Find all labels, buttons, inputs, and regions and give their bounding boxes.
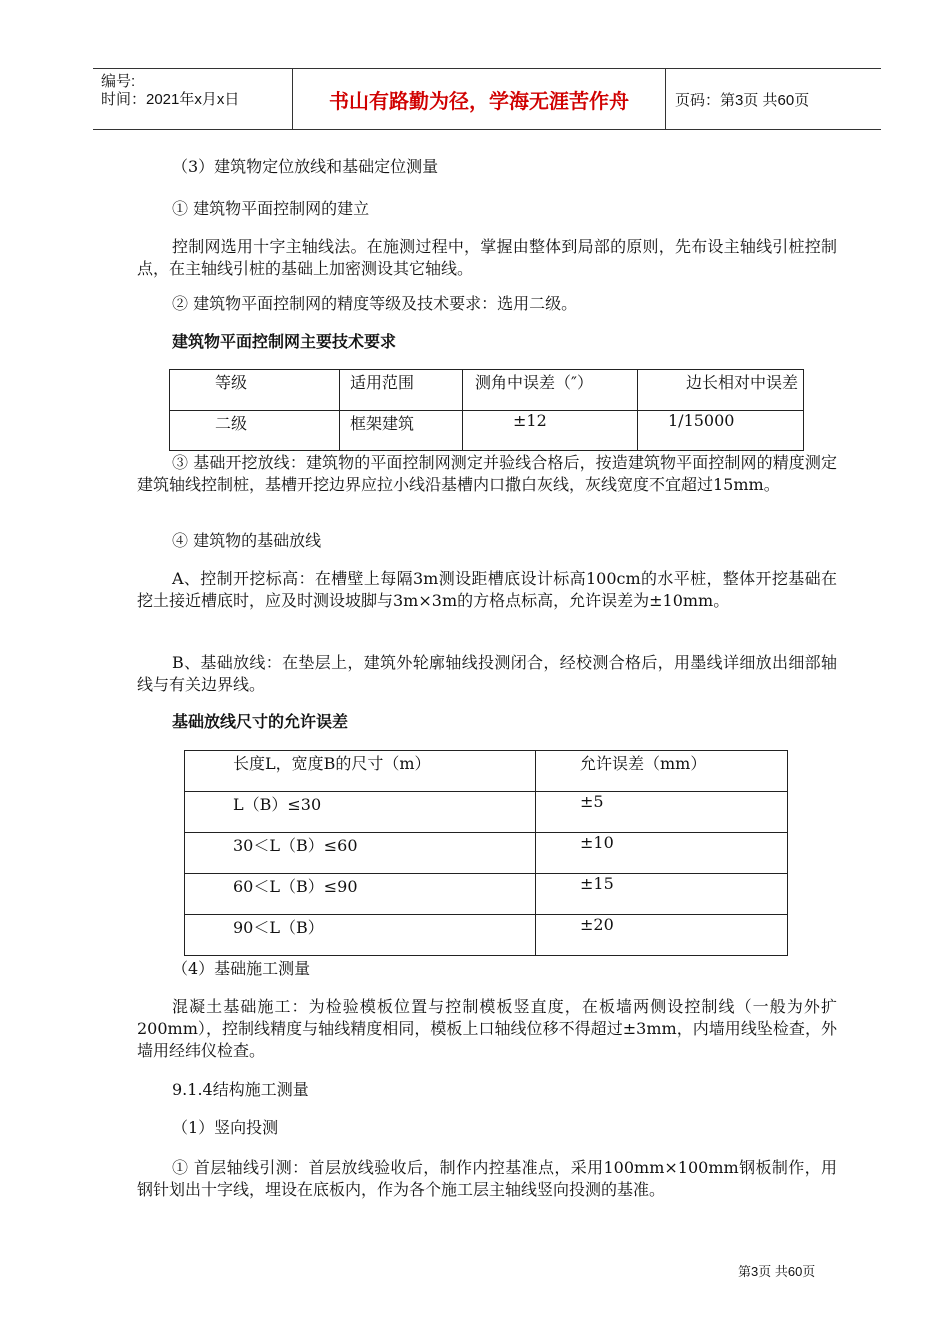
- table-header-row: [170, 370, 804, 411]
- table-row: [185, 833, 788, 874]
- table-header-cell: 适用范围: [340, 370, 463, 411]
- table-header-row: [185, 751, 788, 792]
- header-divider: [665, 69, 666, 129]
- table-header-cell: 长度L，宽度B的尺寸（m）: [185, 751, 536, 792]
- table-cell: 框架建筑: [340, 411, 463, 451]
- section-heading: 9.1.4结构施工测量: [172, 1080, 309, 1099]
- table-cell: 二级: [170, 411, 340, 451]
- paragraph: ① 首层轴线引测：首层放线验收后，制作内控基准点，采用100mm×100mm钢板制作，用钢针划出十字线，埋设在底板内，作为各个施工层主轴线竖向投测的基准。: [137, 1158, 837, 1199]
- table-title: 建筑物平面控制网主要技术要求: [172, 332, 397, 351]
- table-cell: ±20: [536, 915, 788, 956]
- subsection-heading: ④ 建筑物的基础放线: [172, 531, 322, 550]
- table-cell: ±10: [536, 833, 788, 874]
- section-heading: （3）建筑物定位放线和基础定位测量: [172, 157, 439, 176]
- header-page-number: 页码：第3页 共60页: [675, 91, 810, 109]
- table-row: [170, 411, 804, 451]
- paragraph: 混凝土基础施工：为检验模板位置与控制模板竖直度，在板墙两侧设控制线（一般为外扩200mm），控制线精度与轴线精度相同，模板上口轴线位移不得超过±3mm，内墙用线坠检查，外墙用经纬仪检查。: [137, 997, 837, 1060]
- page-footer: 第3页 共60页: [738, 1264, 816, 1279]
- page-header: [93, 68, 881, 130]
- table-header-cell: 允许误差（mm）: [536, 751, 788, 792]
- time-label: 时间：2021年x月x日: [101, 91, 240, 108]
- header-motto: 书山有路勤为径，学海无涯苦作舟: [329, 88, 629, 113]
- paragraph: B、基础放线：在垫层上，建筑外轮廓轴线投测闭合，经校测合格后，用墨线详细放出细部轴线与有关边界线。: [137, 653, 837, 694]
- table-header-cell: 测角中误差（″）: [463, 370, 638, 411]
- table-cell: L（B）≤30: [185, 792, 536, 833]
- section-heading: （4）基础施工测量: [172, 959, 311, 978]
- table-row: [185, 874, 788, 915]
- tolerance-table: [184, 750, 788, 956]
- paragraph: ② 建筑物平面控制网的精度等级及技术要求：选用二级。: [172, 294, 578, 313]
- section-heading: （1）竖向投测: [172, 1118, 279, 1137]
- subsection-heading: ① 建筑物平面控制网的建立: [172, 199, 370, 218]
- table-cell: 30＜L（B）≤60: [185, 833, 536, 874]
- table-header-cell: 边长相对中误差: [638, 370, 804, 411]
- table-title: 基础放线尺寸的允许误差: [172, 712, 349, 731]
- table-header-cell: 等级: [170, 370, 340, 411]
- table-row: [185, 792, 788, 833]
- table-cell: ±15: [536, 874, 788, 915]
- table-row: [185, 915, 788, 956]
- table-cell: 90＜L（B）: [185, 915, 536, 956]
- table-cell: 60＜L（B）≤90: [185, 874, 536, 915]
- code-label: 编号:: [101, 73, 136, 90]
- paragraph: 控制网选用十字主轴线法。在施测过程中，掌握由整体到局部的原则，先布设主轴线引桩控制点，在主轴线引桩的基础上加密测设其它轴线。: [137, 237, 837, 278]
- paragraph: A、控制开挖标高：在槽壁上每隔3m测设距槽底设计标高100cm的水平桩，整体开挖基础在挖土接近槽底时，应及时测设坡脚与3m×3m的方格点标高，允许误差为±10mm。: [137, 569, 837, 610]
- table-cell: ±12: [463, 411, 638, 451]
- table-cell: 1/15000: [638, 411, 804, 451]
- header-meta: [101, 73, 291, 109]
- tech-requirements-table: [169, 369, 804, 451]
- table-cell: ±5: [536, 792, 788, 833]
- paragraph: ③ 基础开挖放线：建筑物的平面控制网测定并验线合格后，按造建筑物平面控制网的精度测定建筑轴线控制桩，基槽开挖边界应拉小线沿基槽内口撒白灰线，灰线宽度不宜超过15mm。: [137, 453, 837, 494]
